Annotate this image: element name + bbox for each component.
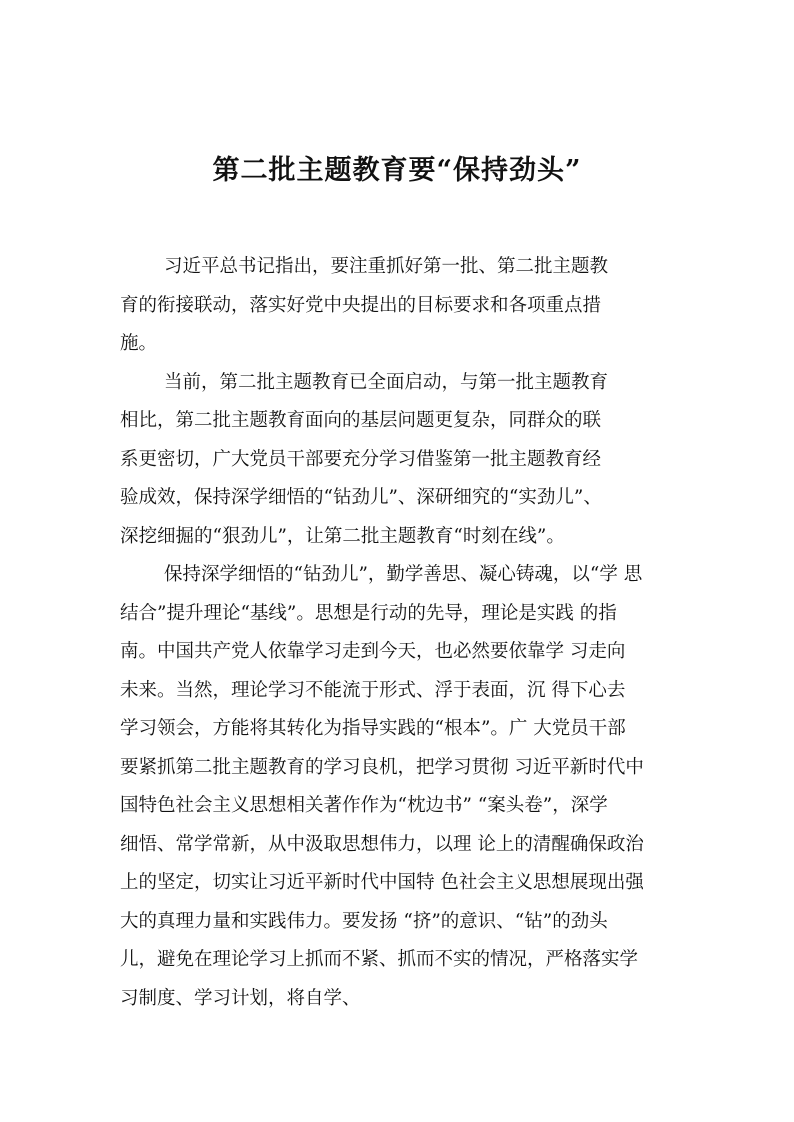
body-line: 儿，避免在理论学习上抓而不紧、抓而不实的情况，严格落实学 — [120, 949, 639, 970]
body-line: 习制度、学习计划，将自学、 — [120, 987, 361, 1009]
body-line: 验成效，保持深学细悟的“钻劲儿”、深研细究的“实劲儿”、 — [120, 487, 602, 508]
body-line: 未来。当然，理论学习不能流于形式、浮于表面，沉 得下心去 — [120, 679, 626, 701]
document-title: 第二批主题教育要“保持劲头” — [212, 155, 582, 186]
body-line: 系更密切，广大党员干部要充分学习借鉴第一批主题教育经 — [120, 448, 602, 470]
body-line: 深挖细掘的“狠劲儿”，让第二批主题教育“时刻在线”。 — [120, 525, 565, 547]
body-line: 国特色社会主义思想相关著作作为“枕边书” “案头卷”，深学 — [120, 795, 608, 816]
document-body — [120, 248, 694, 1018]
body-line: 上的坚定，切实让习近平新时代中国特 色社会主义思想展现出强 — [120, 872, 644, 893]
body-line: 结合”提升理论“基线”。思想是行动的先导，理论是实践 的指 — [120, 602, 617, 624]
body-line: 大的真理力量和实践伟力。要发扬 “挤”的意识、“钻”的劲头 — [120, 910, 608, 932]
body-line: 细悟、常学常新，从中汲取思想伟力，以理 论上的清醒确保政治 — [120, 833, 644, 855]
body-line: 学习领会，方能将其转化为指导实践的“根本”。广 大党员干部 — [120, 718, 626, 739]
body-line: 南。中国共产党人依靠学习走到今天，也必然要依靠学 习走向 — [120, 641, 626, 662]
body-line: 相比，第二批主题教育面向的基层问题更复杂，同群众的联 — [120, 410, 602, 431]
body-line: 习近平总书记指出，要注重抓好第一批、第二批主题教 — [164, 256, 609, 277]
body-line: 保持深学细悟的“钻劲儿”，勤学善思、凝心铸魂，以“学 思 — [164, 564, 643, 585]
body-line: 要紧抓第二批主题教育的学习良机，把学习贯彻 习近平新时代中 — [120, 756, 644, 778]
body-line: 育的衔接联动，落实好党中央提出的目标要求和各项重点措 — [120, 294, 602, 316]
body-line: 施。 — [120, 333, 158, 354]
body-line: 当前，第二批主题教育已全面启动，与第一批主题教育 — [164, 371, 609, 393]
